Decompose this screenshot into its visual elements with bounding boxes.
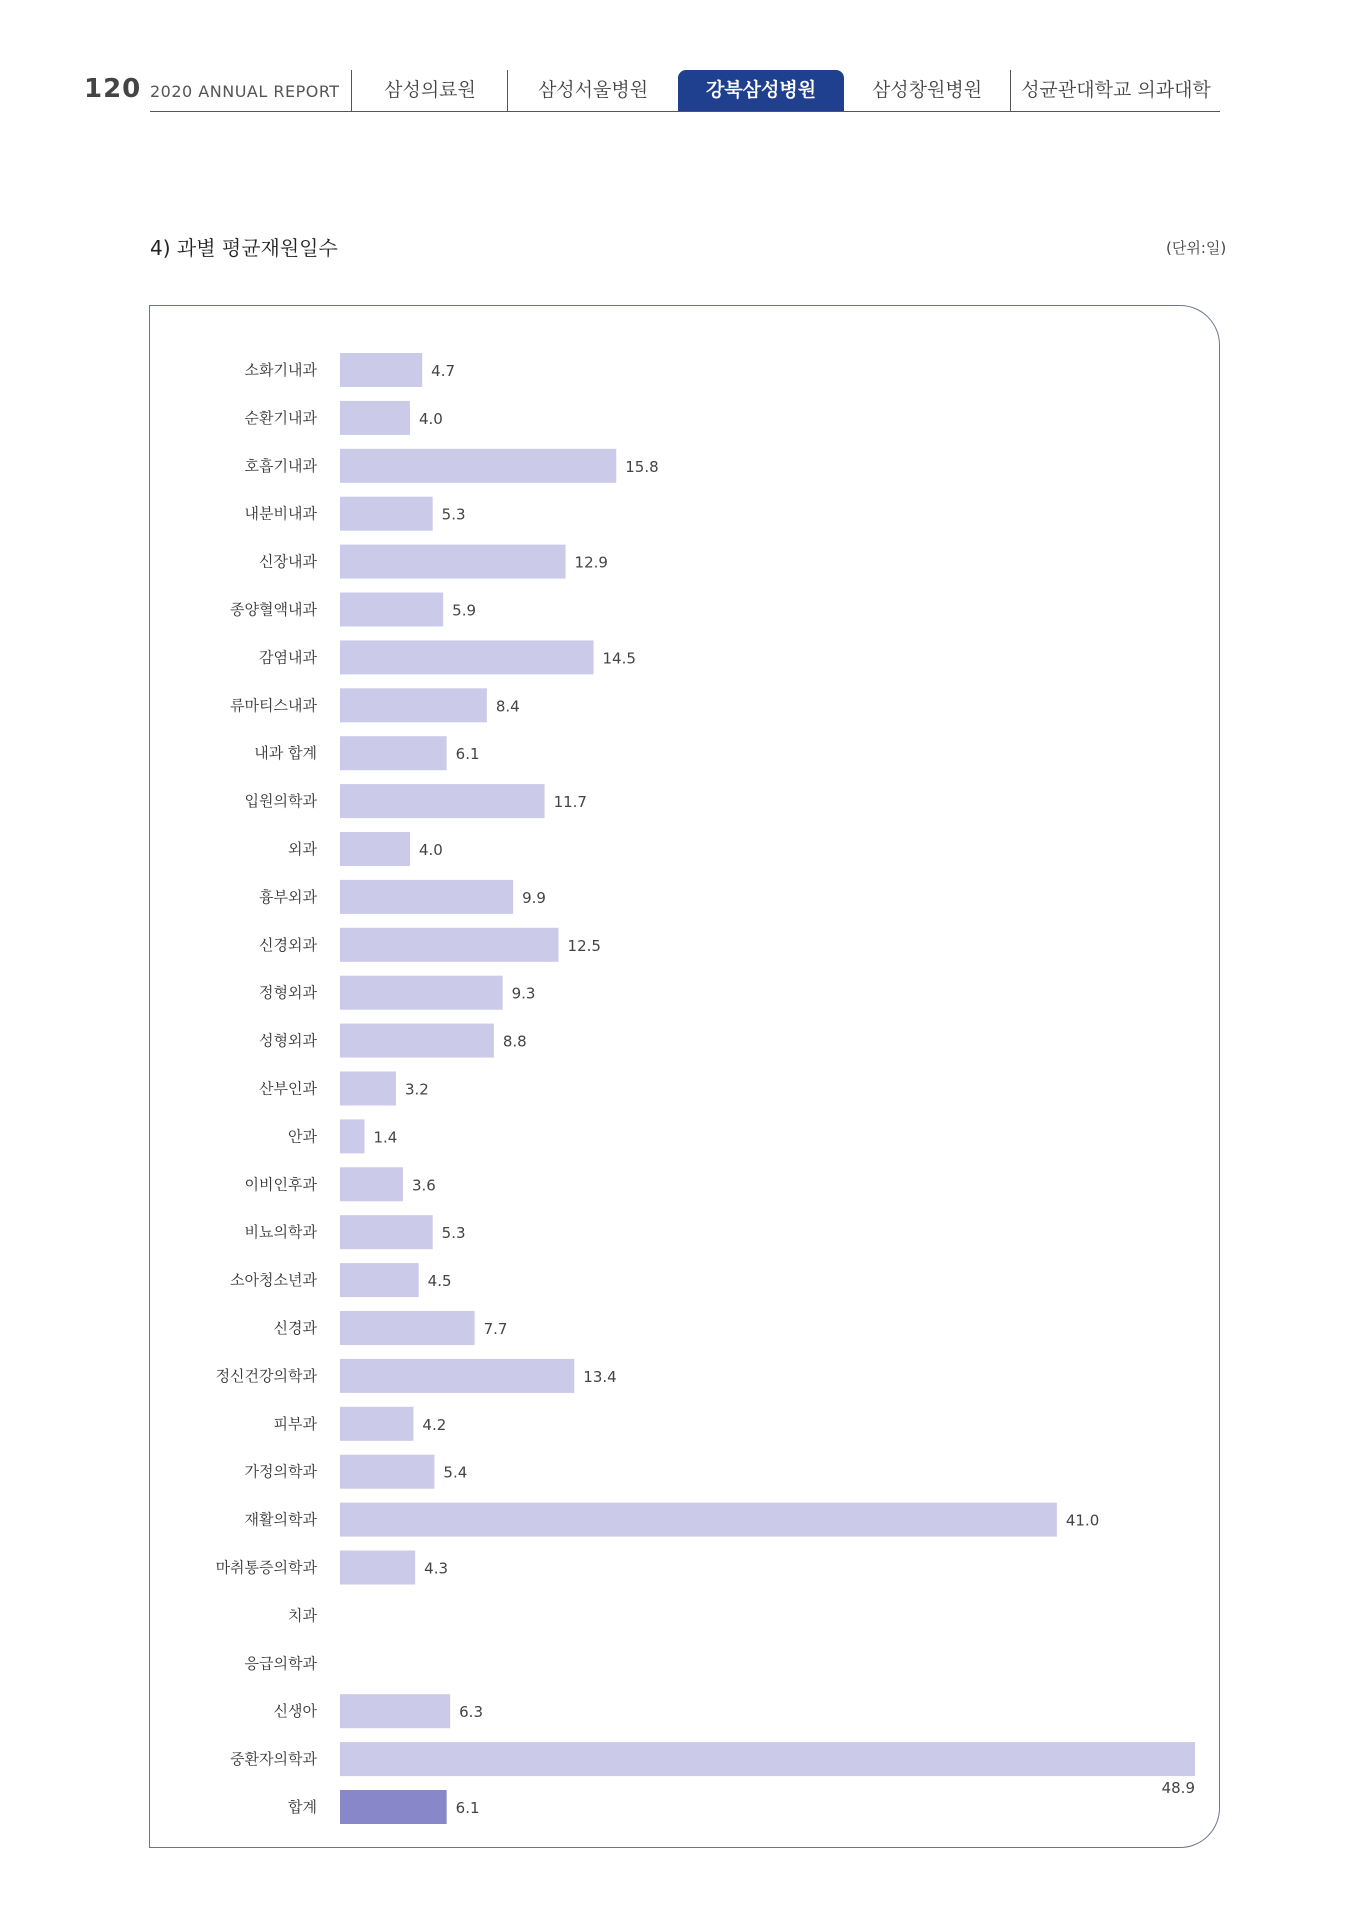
category-label: 정형외과 — [259, 983, 317, 1002]
value-label: 5.3 — [441, 505, 466, 524]
category-label: 정신건강의학과 — [215, 1366, 317, 1385]
value-label: 12.9 — [574, 553, 608, 572]
category-label: 이비인후과 — [244, 1175, 317, 1194]
value-label: 4.0 — [418, 841, 443, 859]
category-label: 산부인과 — [259, 1079, 317, 1098]
category-label: 재활의학과 — [244, 1510, 317, 1529]
bar — [340, 593, 443, 627]
bar — [340, 353, 422, 387]
category-label: 종양혈액내과 — [230, 600, 317, 619]
report-title: 2020 ANNUAL REPORT — [150, 82, 340, 101]
unit-label: (단위:일) — [1166, 239, 1227, 257]
bar — [340, 736, 447, 770]
category-label: 치과 — [288, 1606, 317, 1625]
value-label: 9.3 — [511, 984, 536, 1003]
bar — [340, 1694, 450, 1728]
category-label: 안과 — [288, 1127, 317, 1146]
category-label: 순환기내과 — [244, 408, 317, 427]
category-label: 소화기내과 — [244, 361, 317, 379]
category-label: 신경과 — [273, 1319, 317, 1337]
value-label: 9.9 — [522, 888, 546, 907]
bar — [340, 1215, 433, 1249]
bar — [340, 976, 503, 1010]
value-label: 12.5 — [567, 936, 601, 955]
category-label: 입원의학과 — [244, 792, 317, 811]
category-label: 감염내과 — [259, 648, 317, 667]
category-label: 신생아 — [273, 1702, 317, 1721]
value-label: 1.4 — [373, 1128, 398, 1147]
category-label: 소아청소년과 — [230, 1271, 317, 1290]
tab-samsung-seoul[interactable]: 삼성서울병원 — [507, 70, 678, 112]
value-label: 14.5 — [602, 649, 636, 668]
tab-samsung-medical[interactable]: 삼성의료원 — [351, 70, 508, 112]
category-label: 류마티스내과 — [230, 696, 317, 715]
category-label: 성형외과 — [259, 1031, 317, 1050]
bar — [340, 1455, 434, 1489]
category-label: 응급의학과 — [244, 1654, 317, 1673]
value-label: 13.4 — [583, 1367, 617, 1386]
bar — [340, 1503, 1057, 1537]
value-label: 8.4 — [495, 697, 520, 716]
value-label: 6.3 — [459, 1703, 484, 1722]
bar — [340, 1359, 574, 1393]
tab-skku-medicine[interactable]: 성균관대학교 의과대학 — [1010, 70, 1221, 112]
bar — [340, 1742, 1195, 1776]
bar — [340, 928, 559, 962]
category-label: 피부과 — [273, 1414, 317, 1433]
value-label: 5.9 — [452, 601, 477, 620]
value-label: 4.0 — [418, 409, 443, 428]
bar — [340, 832, 410, 866]
value-label: 4.2 — [422, 1415, 447, 1434]
category-label: 합계 — [288, 1798, 317, 1816]
value-label: 15.8 — [625, 457, 659, 476]
chart-title: 4) 과별 평균재원일수 — [150, 236, 338, 260]
category-label: 호흡기내과 — [244, 456, 317, 475]
category-label: 흉부외과 — [259, 887, 317, 906]
bar — [340, 545, 566, 579]
value-label: 4.3 — [424, 1559, 449, 1578]
value-label: 6.1 — [455, 745, 480, 764]
value-label: 5.4 — [443, 1463, 468, 1482]
value-label: 4.5 — [427, 1272, 452, 1291]
bar — [340, 1167, 403, 1201]
category-label: 가정의학과 — [244, 1462, 317, 1481]
bar — [340, 1551, 415, 1585]
bar — [340, 784, 545, 818]
page-number: 120 — [84, 74, 142, 104]
category-label: 신경외과 — [259, 935, 317, 954]
value-label: 4.7 — [431, 362, 456, 380]
category-label: 마취통증의학과 — [215, 1558, 317, 1577]
category-label: 신장내과 — [259, 552, 317, 571]
value-label: 5.3 — [441, 1224, 466, 1243]
bar — [340, 401, 410, 435]
value-label: 8.8 — [502, 1032, 527, 1051]
bar — [340, 1407, 413, 1441]
bar — [340, 1024, 494, 1058]
bar — [340, 497, 433, 531]
value-label: 3.6 — [411, 1176, 436, 1195]
bar — [340, 1072, 396, 1106]
category-label: 비뇨의학과 — [244, 1223, 317, 1242]
bar — [340, 880, 513, 914]
tab-samsung-changwon[interactable]: 삼성창원병원 — [871, 79, 983, 101]
bar — [340, 449, 616, 483]
tab-kangbuk-samsung[interactable]: 강북삼성병원 — [678, 70, 844, 112]
bar — [340, 1119, 364, 1153]
bar — [340, 640, 594, 674]
value-label: 48.9 — [1161, 1779, 1195, 1798]
category-label: 중환자의학과 — [230, 1750, 317, 1769]
bar — [340, 1311, 475, 1345]
value-label: 11.7 — [553, 793, 587, 812]
value-label: 41.0 — [1065, 1511, 1100, 1530]
value-label: 3.2 — [404, 1080, 429, 1099]
category-label: 내과 합계 — [254, 744, 317, 763]
bar — [340, 1790, 447, 1824]
value-label: 6.1 — [455, 1799, 480, 1817]
category-label: 외과 — [288, 840, 317, 858]
bar — [340, 1263, 419, 1297]
bar — [340, 688, 487, 722]
category-label: 내분비내과 — [244, 504, 317, 523]
value-label: 7.7 — [483, 1320, 508, 1338]
